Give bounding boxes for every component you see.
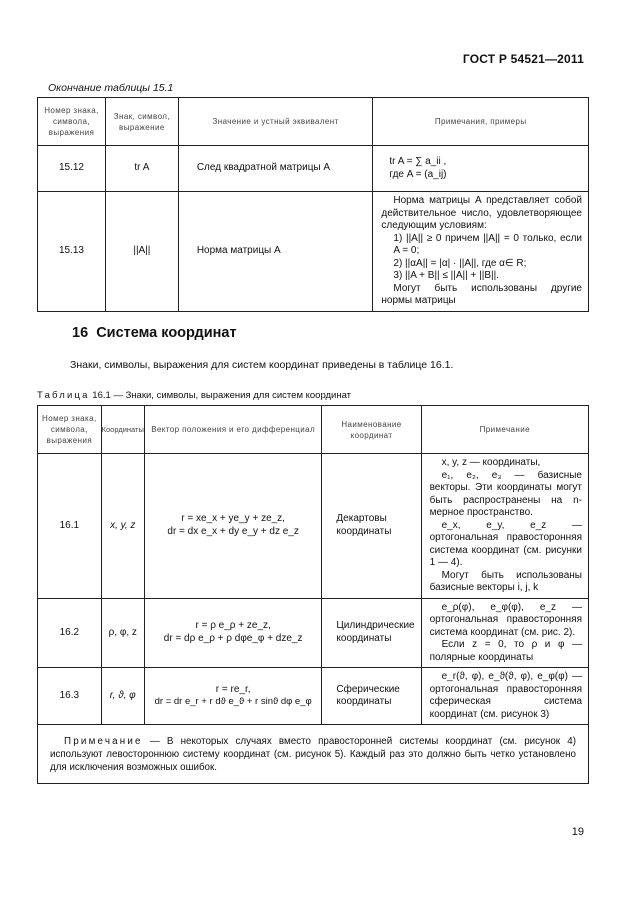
- row-coords: ρ, φ, z: [101, 598, 144, 668]
- vector-line: dr = dr e_r + r dϑ e_ϑ + r sinϑ dφ e_φ: [154, 696, 312, 707]
- note-line: e₁, e₂, e₃ — базисные векторы. Эти координаты могут быть распространены на n-мерное пространство.: [429, 469, 582, 518]
- note-line: x, y, z — координаты,: [441, 457, 541, 468]
- table-footnote-row: [38, 725, 589, 784]
- note-line: Если z = 0, то ρ и φ — полярные координаты: [429, 639, 582, 663]
- row-note: [421, 454, 588, 599]
- table-row: [38, 668, 589, 725]
- header-vector: Вектор положения и его дифференциал: [144, 406, 322, 454]
- note-line: e_x, e_y, e_z — ортогональная правосторонняя система координат (см. рисунки 1 — 4).: [429, 519, 582, 568]
- row-number: 15.13: [38, 192, 106, 312]
- vector-line: r = ρ e_ρ + ze_z,: [195, 620, 271, 632]
- table-15-1: [37, 97, 589, 312]
- vector-line: dr = dx e_x + dy e_y + dz e_z: [167, 525, 299, 537]
- table-header-row: [38, 406, 589, 454]
- note-line: Могут быть использованы базисные векторы i, j, k: [429, 569, 582, 593]
- footnote-text: — В некоторых случаях вместо правосторонней системы координат (см. рисунок 4) используют левостороннюю систему координат (см. рисунок 5). Каждый раз это должно быть четко установлено для исключения возможных ошибок.: [50, 735, 576, 773]
- header-meaning: Значение и устный эквивалент: [178, 98, 373, 146]
- row-coord-name: Цилиндрические координаты: [322, 598, 421, 668]
- row-note: [421, 598, 588, 668]
- section-title: Система координат: [96, 325, 237, 341]
- row-note: [421, 668, 588, 725]
- table-continuation-caption: Окончание таблицы 15.1: [48, 82, 174, 94]
- note-line: где A = (a_ij): [389, 168, 447, 180]
- note-line: Могут быть использованы другие нормы матрицы: [381, 282, 582, 306]
- row-coord-name: Сферические координаты: [322, 668, 421, 725]
- header-notes: Примечания, примеры: [373, 98, 589, 146]
- row-number: 16.1: [38, 454, 102, 599]
- caption-prefix: Таблица: [37, 390, 90, 401]
- row-number: 16.3: [38, 668, 102, 725]
- note-line: Норма матрицы A представляет собой действительное число, удовлетворяющее следующим условиям:: [381, 195, 582, 231]
- row-vector: [144, 668, 322, 725]
- row-meaning: След квадратной матрицы A: [178, 146, 373, 192]
- note-line: 2) ||αA|| = |α| · ||A||, где α∈ R;: [393, 257, 527, 269]
- table-header-row: [38, 98, 589, 146]
- row-coords: r, ϑ, φ: [101, 668, 144, 725]
- note-line: tr A = ∑ a_ii ,: [389, 156, 447, 167]
- document-id: ГОСТ Р 54521—2011: [462, 52, 584, 66]
- header-number: Номер знака, символа, выражения: [38, 406, 102, 454]
- header-name: Наименование координат: [322, 406, 421, 454]
- note-line: 1) ||A|| ≥ 0 причем ||A|| = 0 только, если A = 0;: [393, 232, 582, 256]
- header-number: Номер знака, символа, выражения: [38, 98, 106, 146]
- row-coord-name: Декартовы координаты: [322, 454, 421, 599]
- note-line: e_ρ(φ), e_φ(φ), e_z — ортогональная правосторонняя система координат (см. рис. 2).: [429, 601, 582, 638]
- row-symbol: tr A: [105, 146, 178, 192]
- row-meaning: Норма матрицы A: [178, 192, 373, 312]
- table-row: [38, 454, 589, 599]
- section-number: 16: [72, 325, 89, 341]
- page-number: 19: [571, 826, 584, 838]
- row-coords: x, y, z: [101, 454, 144, 599]
- vector-line: r = xe_x + ye_y + ze_z,: [181, 513, 285, 525]
- table-row: [38, 146, 589, 192]
- note-line: e_r(ϑ, φ), e_ϑ(ϑ, φ), e_φ(φ) — ортогональная правосторонняя сферическая система координат (см. рисунок 3): [429, 671, 582, 720]
- table-footnote: [38, 725, 589, 784]
- header-note: Примечание: [421, 406, 588, 454]
- footnote-label: Примечание: [64, 735, 143, 747]
- section-intro: Знаки, символы, выражения для систем координат приведены в таблице 16.1.: [70, 359, 454, 371]
- row-vector: [144, 598, 322, 668]
- row-notes: [373, 146, 589, 192]
- header-symbol: Знак, символ, выражение: [105, 98, 178, 146]
- vector-line: r = re_r,: [215, 683, 251, 695]
- row-vector: [144, 454, 322, 599]
- row-number: 16.2: [38, 598, 102, 668]
- table-row: [38, 192, 589, 312]
- table-16-1: [37, 405, 589, 784]
- table-row: [38, 598, 589, 668]
- row-number: 15.12: [38, 146, 106, 192]
- table-16-1-caption: [37, 390, 351, 401]
- note-line: 3) ||A + B|| ≤ ||A|| + ||B||.: [393, 270, 499, 281]
- header-coords: Координаты: [101, 406, 144, 454]
- row-symbol: ||A||: [105, 192, 178, 312]
- caption-rest: 16.1 — Знаки, символы, выражения для систем координат: [92, 390, 352, 401]
- row-notes: [373, 192, 589, 312]
- vector-line: dr = dρ e_ρ + ρ dφe_φ + dze_z: [163, 632, 303, 644]
- section-heading: [72, 325, 237, 341]
